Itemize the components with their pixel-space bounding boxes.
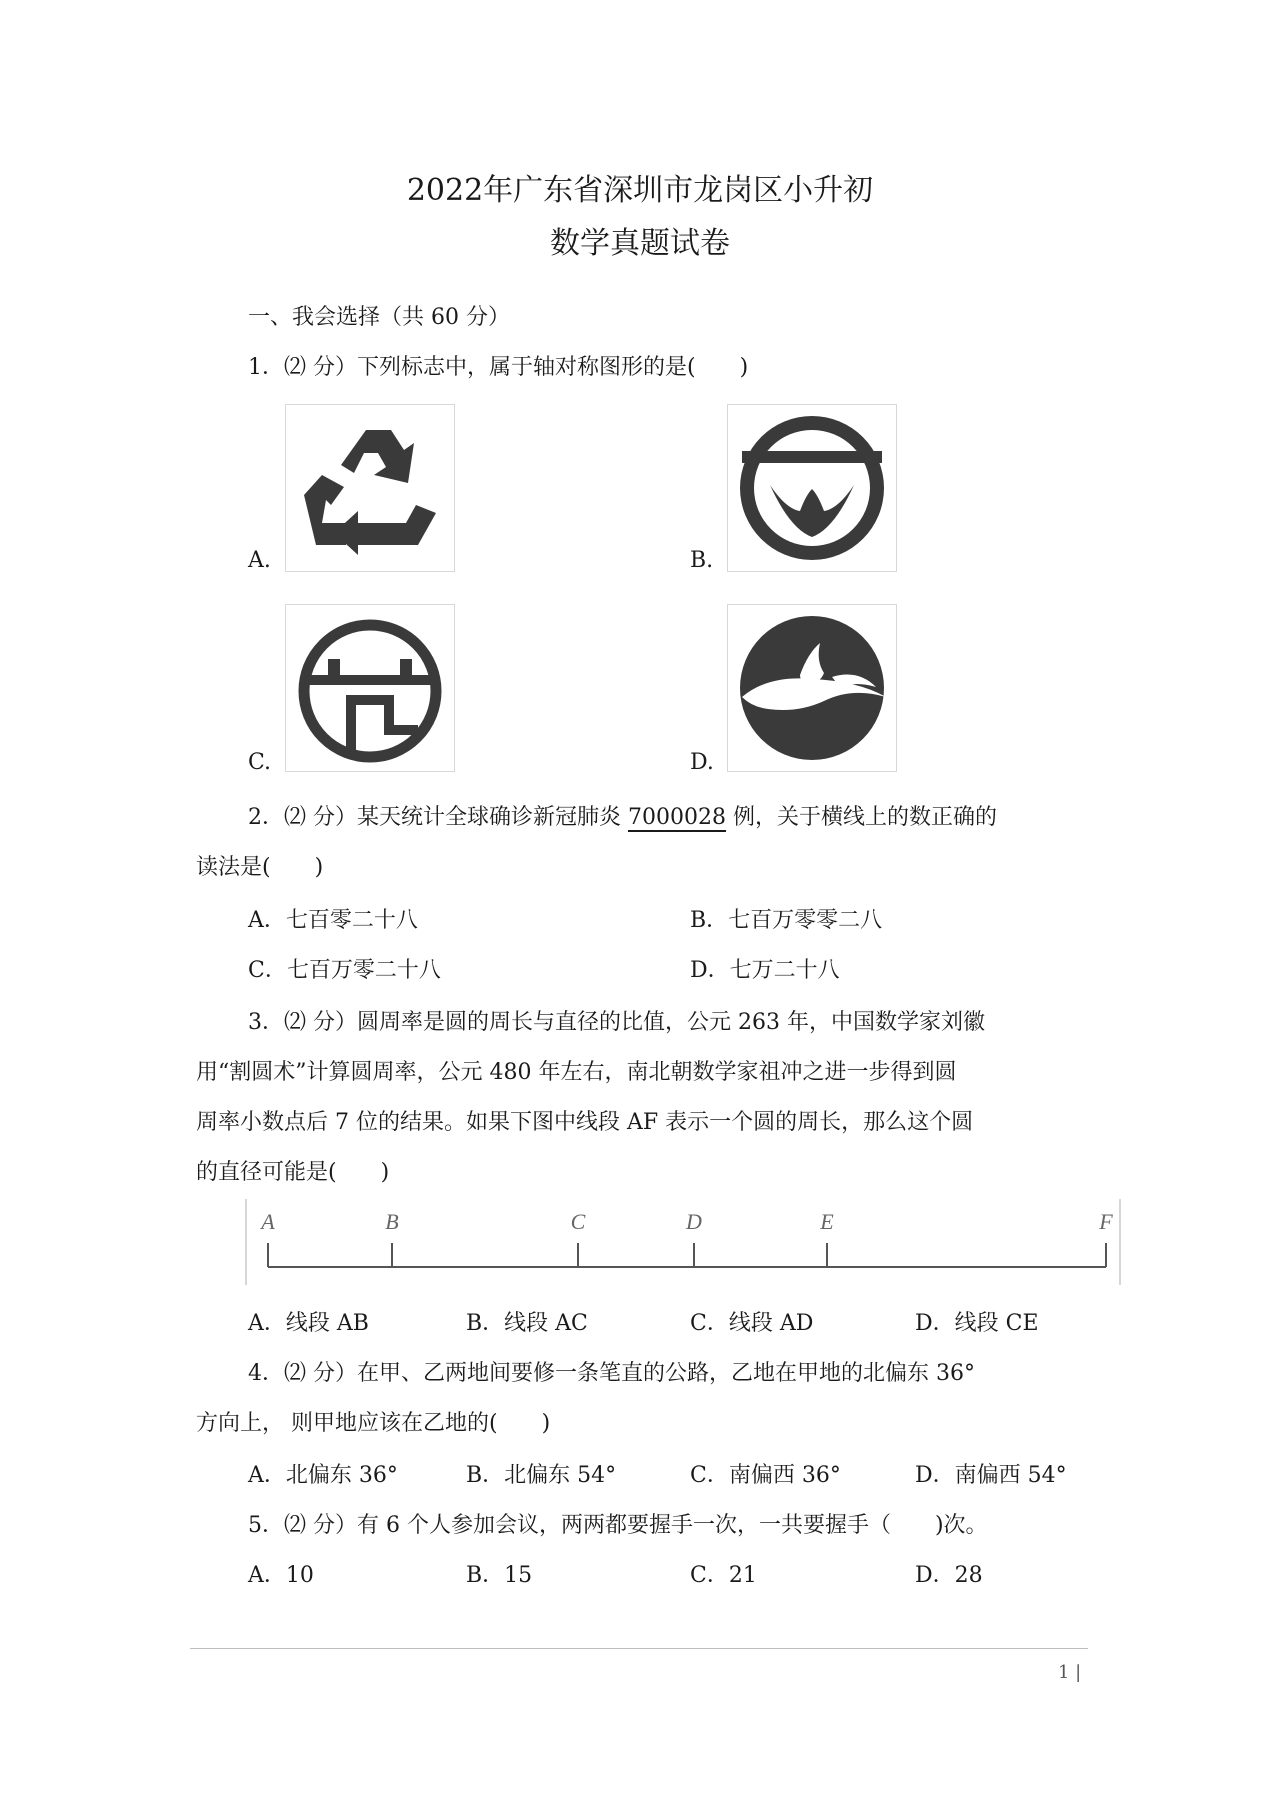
q2-option-c[interactable]: C．七百万零二十八 — [248, 958, 441, 983]
q1-option-d-label: D. — [690, 750, 714, 775]
question-3-line4: 的直径可能是( ) — [196, 1160, 390, 1185]
point-label-f: F — [1099, 1209, 1113, 1234]
q2-underlined-number: 7000028 — [628, 805, 726, 830]
footer-divider — [190, 1648, 1088, 1649]
q4-option-a[interactable]: A．北偏东 36° — [248, 1463, 398, 1488]
q2-option-b[interactable]: B．七百万零零二八 — [690, 908, 883, 933]
recycle-icon — [286, 405, 454, 571]
drop-emblem-icon — [728, 605, 896, 771]
q1-option-b-logo[interactable] — [727, 404, 897, 572]
leaf-emblem-icon — [728, 405, 896, 571]
question-1-stem: 1．⑵ 分）下列标志中，属于轴对称图形的是( ) — [248, 355, 749, 380]
question-2-stem-line2: 读法是( ) — [196, 855, 324, 880]
page-title: 2022年广东省深圳市龙岗区小升初 — [406, 173, 874, 208]
q4-option-b[interactable]: B．北偏东 54° — [466, 1463, 617, 1488]
question-4-line2: 方向上， 则甲地应该在乙地的( ) — [196, 1411, 551, 1436]
segment-diagram — [244, 1195, 1122, 1287]
q5-option-c[interactable]: C．21 — [690, 1563, 757, 1588]
q1-option-a-logo[interactable] — [285, 404, 455, 572]
question-2-stem — [248, 800, 997, 831]
segment-figure — [244, 1195, 1122, 1287]
question-3-line1: 3．⑵ 分）圆周率是圆的周长与直径的比值，公元 263 年，中国数学家刘徽 — [248, 1010, 985, 1035]
q5-option-d[interactable]: D．28 — [915, 1563, 983, 1588]
section-heading: 一、我会选择（共 60 分） — [248, 305, 510, 330]
q2-option-d[interactable]: D．七万二十八 — [690, 958, 840, 983]
q4-option-c[interactable]: C．南偏西 36° — [690, 1463, 841, 1488]
q5-option-b[interactable]: B．15 — [466, 1563, 533, 1588]
q2-stem-pre: 2．⑵ 分）某天统计全球确诊新冠肺炎 — [248, 805, 628, 830]
point-label-e: E — [820, 1209, 834, 1234]
q1-option-c-label: C. — [248, 750, 272, 775]
q3-option-d[interactable]: D．线段 CE — [915, 1311, 1039, 1336]
q3-option-b[interactable]: B．线段 AC — [466, 1311, 588, 1336]
point-label-a: A — [261, 1209, 275, 1234]
q5-option-a[interactable]: A．10 — [248, 1563, 314, 1588]
q1-option-d-logo[interactable] — [727, 604, 897, 772]
building-emblem-icon — [286, 605, 454, 771]
q3-option-c[interactable]: C．线段 AD — [690, 1311, 814, 1336]
point-label-d: D — [686, 1209, 702, 1234]
question-3-line2: 用“割圆术”计算圆周率，公元 480 年左右，南北朝数学家祖冲之进一步得到圆 — [196, 1060, 957, 1085]
point-label-c: C — [570, 1209, 586, 1234]
q2-option-a[interactable]: A．七百零二十八 — [248, 908, 418, 933]
q1-option-b-label: B. — [690, 548, 714, 573]
q3-option-a[interactable]: A．线段 AB — [248, 1311, 369, 1336]
q1-option-c-logo[interactable] — [285, 604, 455, 772]
question-3-line3: 周率小数点后 7 位的结果。如果下图中线段 AF 表示一个圆的周长，那么这个圆 — [196, 1110, 974, 1135]
q2-stem-post: 例，关于横线上的数正确的 — [725, 805, 997, 830]
q4-option-d[interactable]: D．南偏西 54° — [915, 1463, 1067, 1488]
page-subtitle: 数学真题试卷 — [550, 226, 730, 261]
page-number: 1 | — [1058, 1662, 1082, 1683]
question-5-stem: 5．⑵ 分）有 6 个人参加会议，两两都要握手一次，一共要握手（ )次。 — [248, 1513, 988, 1538]
question-4-line1: 4．⑵ 分）在甲、乙两地间要修一条笔直的公路，乙地在甲地的北偏东 36° — [248, 1361, 975, 1386]
point-label-b: B — [385, 1209, 399, 1234]
q1-option-a-label: A. — [248, 548, 271, 573]
